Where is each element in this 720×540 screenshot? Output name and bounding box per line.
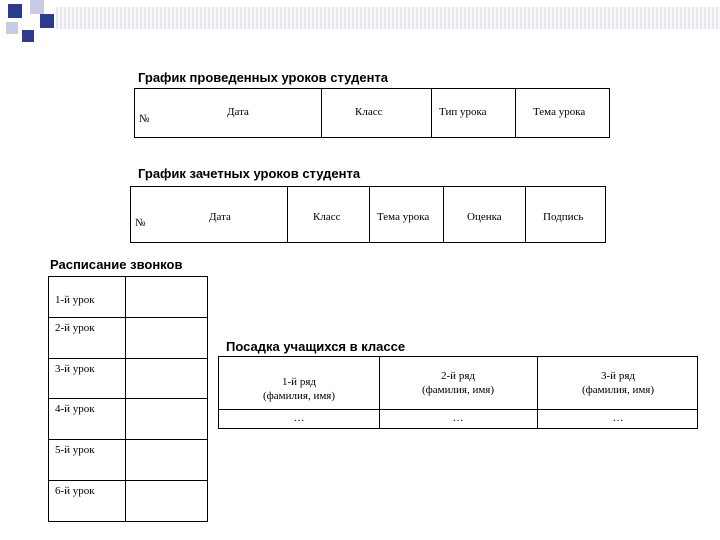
table1 xyxy=(134,88,610,138)
seating-row1-dots: … xyxy=(293,412,305,424)
table2-num-header: № xyxy=(135,217,146,229)
seating-row1-header: 1-й ряд (фамилия, имя) xyxy=(262,376,336,402)
seating-row3-dots: … xyxy=(612,412,624,424)
table2-date-header: Дата xyxy=(209,211,231,223)
seating-title: Посадка учащихся в классе xyxy=(226,339,406,354)
table1-num-header: № xyxy=(139,113,150,125)
bells-lesson-5: 5-й урок xyxy=(55,444,95,456)
bells-table xyxy=(48,276,208,522)
seating-row3-header: 3-й ряд (фамилия, имя) xyxy=(581,370,655,396)
decor-square-3 xyxy=(40,14,54,28)
table2-topic-header: Тема урока xyxy=(377,211,430,223)
decor-square-5 xyxy=(22,30,34,42)
table1-date-header: Дата xyxy=(227,106,249,118)
table1-type-header: Тип урока xyxy=(439,106,487,118)
table2-signature-header: Подпись xyxy=(543,211,584,223)
bells-lesson-2: 2-й урок xyxy=(55,322,95,334)
table2-class-header: Класс xyxy=(313,211,341,223)
seating-row2-header: 2-й ряд (фамилия, имя) xyxy=(421,370,495,396)
bells-lesson-3: 3-й урок xyxy=(55,363,95,375)
bells-title: Расписание звонков xyxy=(50,257,183,272)
decor-square-4 xyxy=(6,22,18,34)
decor-square-2 xyxy=(30,0,44,14)
table1-topic-header: Тема урока xyxy=(533,106,586,118)
decor-header-bar xyxy=(56,7,720,29)
table2-title: График зачетных уроков студента xyxy=(138,166,361,181)
table2-grade-header: Оценка xyxy=(467,211,502,223)
table1-class-header: Класс xyxy=(355,106,383,118)
bells-lesson-6: 6-й урок xyxy=(55,485,95,497)
bells-lesson-4: 4-й урок xyxy=(55,403,95,415)
seating-row2-dots: … xyxy=(452,412,464,424)
bells-lesson-1: 1-й урок xyxy=(55,294,95,306)
table1-title: График проведенных уроков студента xyxy=(138,70,389,85)
seating-table xyxy=(218,356,698,429)
table2 xyxy=(130,186,606,243)
decor-square-1 xyxy=(8,4,22,18)
